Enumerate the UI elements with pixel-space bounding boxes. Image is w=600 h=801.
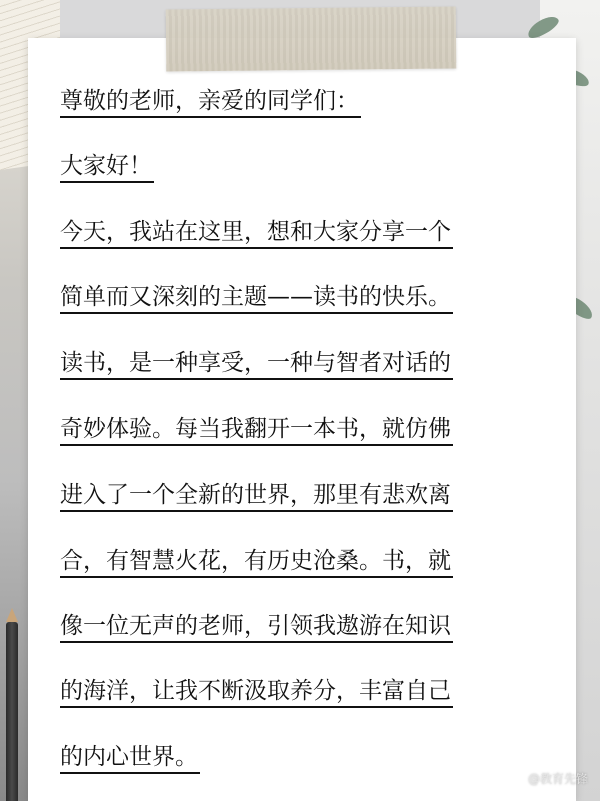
tape-strip: [166, 6, 457, 71]
pencil-decoration: [6, 622, 18, 801]
speech-line: 今天，我站在这里，想和大家分享一个: [60, 217, 453, 249]
speech-line: 奇妙体验。每当我翻开一本书，就仿佛: [60, 414, 453, 446]
speech-line: 简单而又深刻的主题——读书的快乐。: [60, 282, 453, 314]
speech-line: 合，有智慧火花，有历史沧桑。书，就: [60, 546, 453, 578]
speech-line: 读书，是一种享受，一种与智者对话的: [60, 348, 453, 380]
speech-line: 的海洋，让我不断汲取养分，丰富自己: [60, 676, 453, 708]
speech-line: 大家好！: [60, 151, 154, 183]
watermark: @教育先锋: [527, 772, 588, 786]
speech-line: 进入了一个全新的世界，那里有悲欢离: [60, 480, 453, 512]
speech-line: 像一位无声的老师，引领我遨游在知识: [60, 611, 453, 643]
speech-line: 的内心世界。: [60, 742, 200, 774]
speech-line: 尊敬的老师，亲爱的同学们：: [60, 86, 361, 118]
